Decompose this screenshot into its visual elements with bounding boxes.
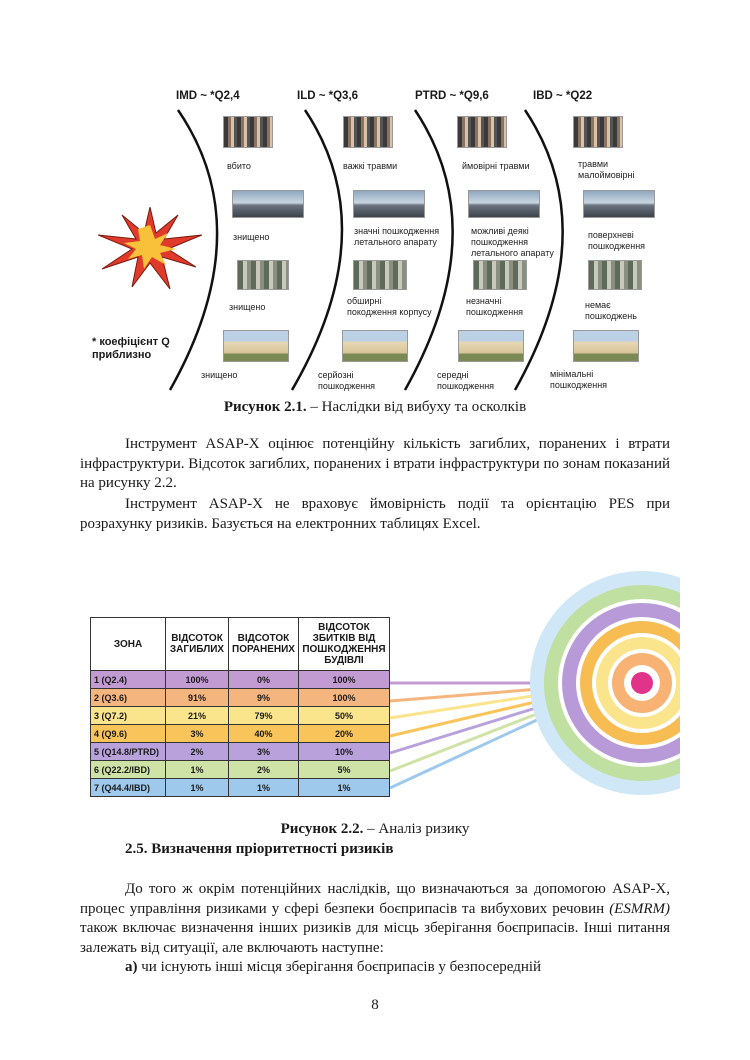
injured-cell: 40% xyxy=(229,725,299,743)
damage-cell: 100% xyxy=(298,671,389,689)
list-item xyxy=(80,958,670,978)
dead-cell: 1% xyxy=(166,779,229,797)
zone-title-imd: IMD ~ *Q2,4 xyxy=(176,90,240,102)
zone-title-ild: ILD ~ *Q3,6 xyxy=(297,90,359,102)
zone-cell: 1 (Q2.4) xyxy=(91,671,166,689)
zone-label: знищено xyxy=(229,302,266,312)
injured-cell: 0% xyxy=(229,671,299,689)
zone-cell: 6 (Q22.2/IBD) xyxy=(91,761,166,779)
caption-label: Рисунок 2.1. xyxy=(223,399,307,415)
risk-table xyxy=(90,617,390,797)
table-row xyxy=(91,689,390,707)
header-zone: ЗОНА xyxy=(91,618,166,671)
building-photo xyxy=(223,330,289,362)
injured-cell: 79% xyxy=(229,707,299,725)
equipment-photo xyxy=(353,260,407,290)
paragraph: Інструмент ASAP-X оцінює потенційну кількість загиблих, поранених і втрати інфраструктури. Відсоток загиблих, поранених і втрати інфраструктури по зонам показаний на рисунку 2.2. xyxy=(80,436,670,491)
injured-cell: 2% xyxy=(229,761,299,779)
zone-label: важкі травми xyxy=(343,161,398,171)
table-row xyxy=(91,761,390,779)
table-row xyxy=(91,671,390,689)
zone-cell: 5 (Q14.8/PTRD) xyxy=(91,743,166,761)
zone-label: знищено xyxy=(201,370,238,380)
damage-cell: 1% xyxy=(298,779,389,797)
people-photo xyxy=(573,116,623,148)
damage-cell: 50% xyxy=(298,707,389,725)
aircraft-photo xyxy=(353,190,425,218)
figure-1-caption xyxy=(0,399,750,416)
damage-cell: 10% xyxy=(298,743,389,761)
list-item-text: чи існують інші місця зберігання боєприпасів у безпосередній xyxy=(137,959,542,975)
dead-cell: 2% xyxy=(166,743,229,761)
damage-cell: 20% xyxy=(298,725,389,743)
damage-cell: 5% xyxy=(298,761,389,779)
table-row xyxy=(91,779,390,797)
zone-label: незначні пошкодження xyxy=(466,296,524,317)
header-injured: ВІДСОТОК ПОРАНЕНИХ xyxy=(229,618,299,671)
zone-label: ймовірні травми xyxy=(462,161,530,171)
figure-2-caption xyxy=(0,821,750,838)
zone-cell: 3 (Q7.2) xyxy=(91,707,166,725)
zone-title-ibd: IBD ~ *Q22 xyxy=(533,90,593,102)
zone-cell: 7 (Q44.4/IBD) xyxy=(91,779,166,797)
paragraph: Інструмент ASAP-X не враховує ймовірність події та орієнтацію PES при розрахунку ризиків. Базується на електронних таблицях Excel. xyxy=(80,496,670,532)
zone-label: середні пошкодження xyxy=(437,370,495,391)
zone-label: серйозні пошкодження xyxy=(318,370,376,391)
explosion-icon xyxy=(98,207,202,289)
building-photo xyxy=(342,330,408,362)
paragraph xyxy=(80,880,670,958)
abbreviation: (ESMRM) xyxy=(609,900,670,917)
dead-cell: 100% xyxy=(166,671,229,689)
target-rings xyxy=(380,555,680,810)
table-row xyxy=(91,707,390,725)
aircraft-photo xyxy=(583,190,655,218)
header-dead: ВІДСОТОК ЗАГИБЛИХ xyxy=(166,618,229,671)
zone-label: мінімальні пошкодження xyxy=(550,369,608,390)
caption-text: – Наслідки від вибуху та осколків xyxy=(306,399,527,415)
zone-title-ptrd: PTRD ~ *Q9,6 xyxy=(415,90,489,102)
people-photo xyxy=(223,116,273,148)
equipment-photo xyxy=(473,260,527,290)
dead-cell: 3% xyxy=(166,725,229,743)
table-header-row xyxy=(91,618,390,671)
zone-label: поверхневі пошкодження xyxy=(588,230,646,251)
people-photo xyxy=(343,116,393,148)
page-number: 8 xyxy=(371,997,379,1013)
paragraph-text: також включає визначення інших ризиків для місць зберігання боєприпасів. Інші питання залежать від ситуації, але включають наступне: xyxy=(80,920,670,956)
building-photo xyxy=(573,330,639,362)
paragraph-text: До того ж окрім потенційних наслідків, що визначаються за допомогою ASAP-X, процес управління ризиками у сфері безпеки боєприпасів та вибухових речовин xyxy=(80,881,670,917)
dead-cell: 1% xyxy=(166,761,229,779)
caption-label: Рисунок 2.2. xyxy=(280,821,364,837)
zone-label: значні пошкодження летального апарату xyxy=(354,226,440,247)
damage-cell: 100% xyxy=(298,689,389,707)
zone-label: немає пошкоджень xyxy=(585,300,637,321)
building-photo xyxy=(458,330,524,362)
zone-label: можливі деякі пошкодження летального апарату xyxy=(471,226,554,258)
dead-cell: 91% xyxy=(166,689,229,707)
aircraft-photo xyxy=(232,190,304,218)
zone-label: знищено xyxy=(233,232,270,242)
section-heading: 2.5. Визначення пріоритетності ризиків xyxy=(125,841,394,857)
injured-cell: 1% xyxy=(229,779,299,797)
figure-blast-zones xyxy=(80,80,680,400)
equipment-photo xyxy=(588,260,642,290)
aircraft-photo xyxy=(468,190,540,218)
zone-label: вбито xyxy=(227,161,251,171)
zone-label: травми малоймовірні xyxy=(578,159,635,180)
people-photo xyxy=(457,116,507,148)
injured-cell: 9% xyxy=(229,689,299,707)
table-row xyxy=(91,743,390,761)
equipment-photo xyxy=(237,260,289,290)
dead-cell: 21% xyxy=(166,707,229,725)
list-marker: а) xyxy=(125,959,138,975)
table-row xyxy=(91,725,390,743)
injured-cell: 3% xyxy=(229,743,299,761)
figure-risk-analysis xyxy=(90,555,690,810)
caption-text: – Аналіз ризику xyxy=(363,821,470,837)
q-coefficient-note: * коефіцієнт Q приблизно xyxy=(92,336,170,361)
header-damage: ВІДСОТОК ЗБИТКІВ ВІД ПОШКОДЖЕННЯ БУДІВЛІ xyxy=(298,618,389,671)
zone-label: обширні покодження корпусу xyxy=(347,296,432,317)
zone-cell: 4 (Q9.6) xyxy=(91,725,166,743)
zone-cell: 2 (Q3.6) xyxy=(91,689,166,707)
